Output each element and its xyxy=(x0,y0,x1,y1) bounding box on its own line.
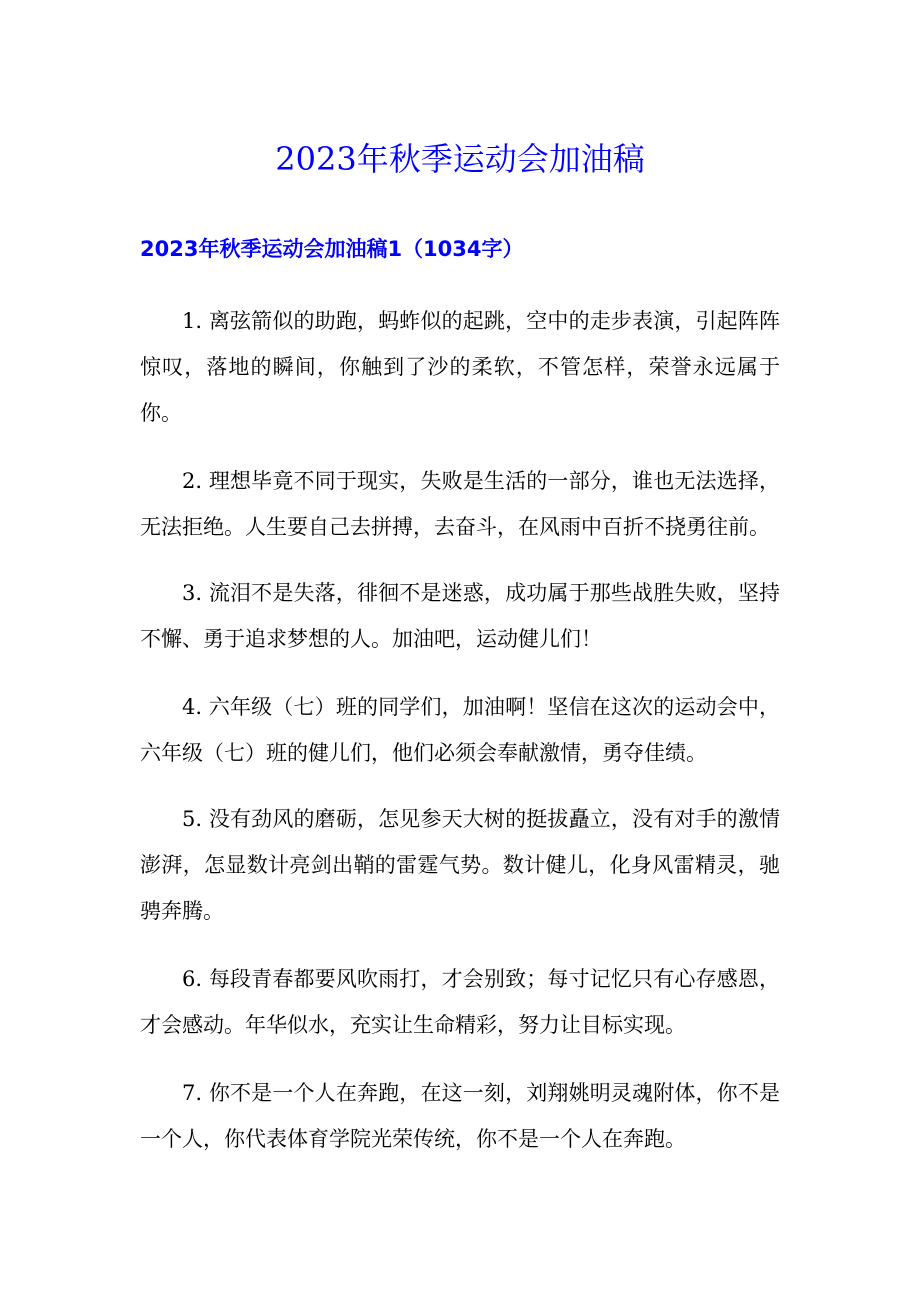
paragraph-2: 2. 理想毕竟不同于现实，失败是生活的一部分，谁也无法选择，无法拒绝。人生要自己去拼搏，去奋斗，在风雨中百折不挠勇往前。 xyxy=(140,469,780,539)
paragraph-5: 5. 没有劲风的磨砺，怎见参天大树的挺拔矗立，没有对手的激情澎湃，怎显数计亮剑出鞘的雷霆气势。数计健儿，化身风雷精灵，驰骋奔腾。 xyxy=(140,807,780,923)
paragraph-7: 7. 你不是一个人在奔跑，在这一刻，刘翔姚明灵魂附体，你不是一个人，你代表体育学院光荣传统，你不是一个人在奔跑。 xyxy=(140,1081,780,1151)
paragraph-4: 4. 六年级（七）班的同学们，加油啊！坚信在这次的运动会中，六年级（七）班的健儿们，他们必须会奉献激情，勇夺佳绩。 xyxy=(140,695,780,765)
paragraph-3: 3. 流泪不是失落，徘徊不是迷惑，成功属于那些战胜失败，坚持不懈、勇于追求梦想的人。加油吧，运动健儿们！ xyxy=(140,581,780,651)
paragraph-1: 1. 离弦箭似的助跑，蚂蚱似的起跳，空中的走步表演，引起阵阵惊叹，落地的瞬间，你触到了沙的柔软，不管怎样，荣誉永远属于你。 xyxy=(140,309,780,425)
document-title: 2023年秋季运动会加油稿 xyxy=(275,140,645,178)
section-heading: 2023年秋季运动会加油稿1（1034字） xyxy=(140,237,524,261)
paragraph-6: 6. 每段青春都要风吹雨打，才会别致；每寸记忆只有心存感恩，才会感动。年华似水，充实让生命精彩，努力让目标实现。 xyxy=(140,967,780,1037)
